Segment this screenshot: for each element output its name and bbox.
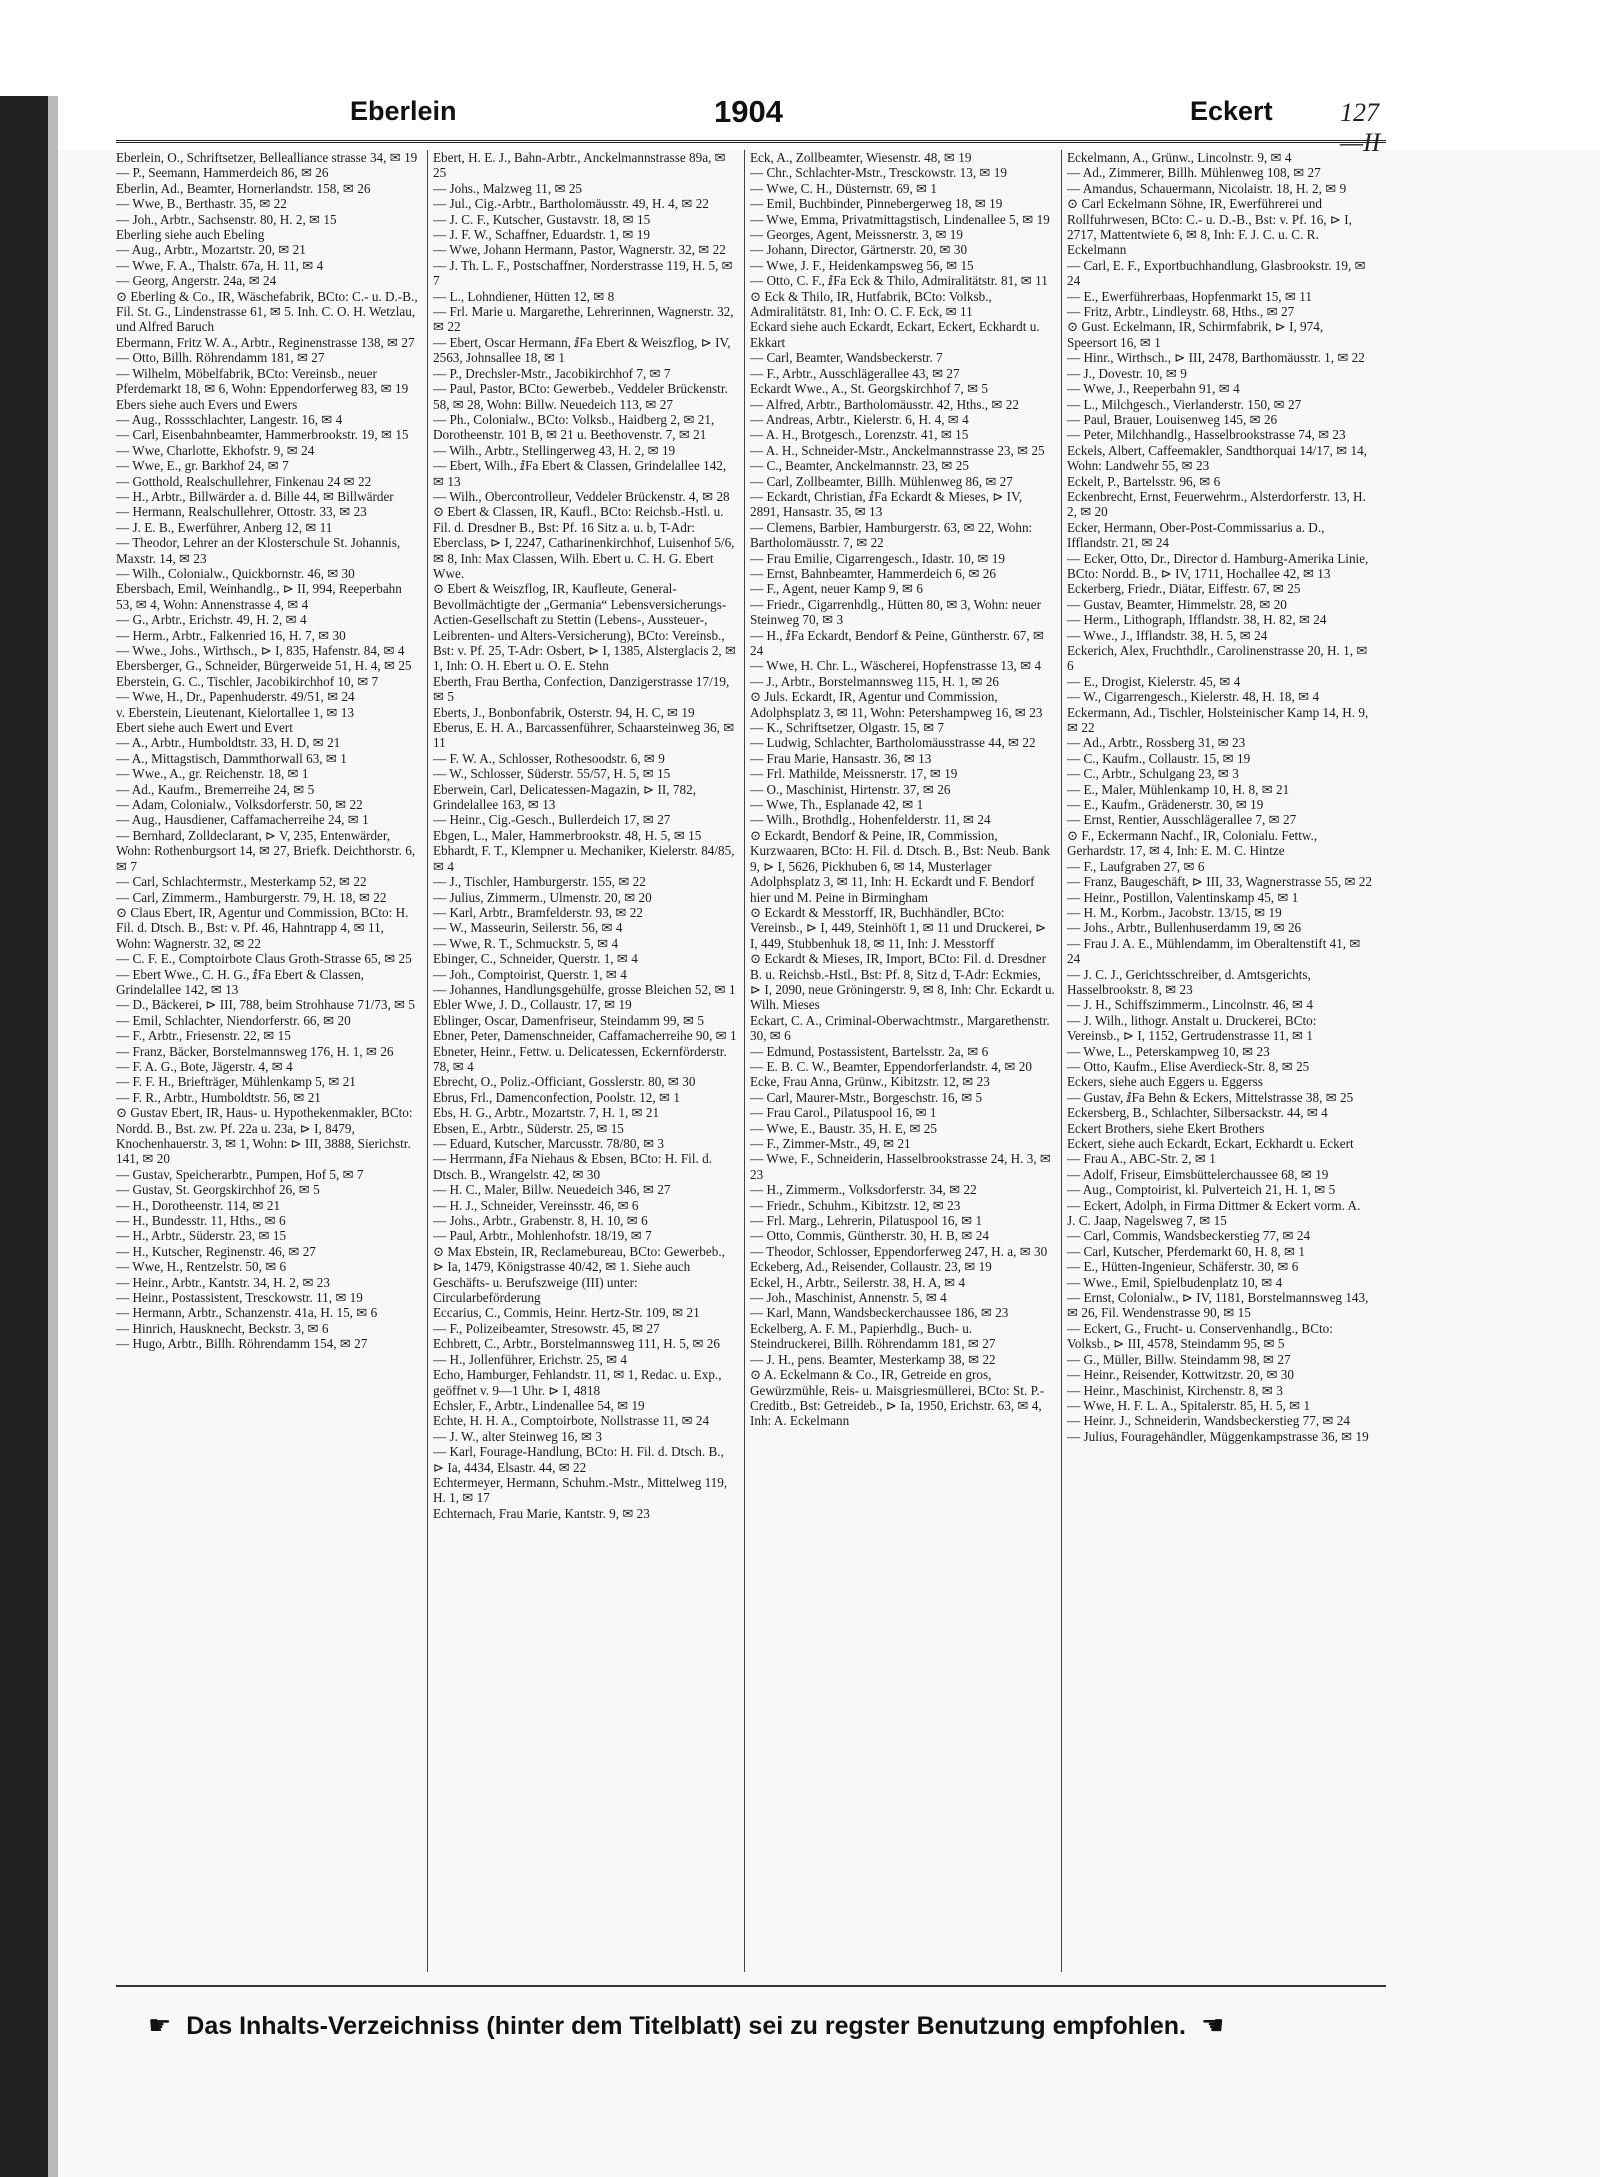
directory-entry: Ecker, Hermann, Ober-Post-Commissarius a. D., Ifflandstr. 21, ✉ 24 (1067, 519, 1325, 551)
header-left-guideword: Eberlein (350, 96, 457, 126)
directory-entry: — Aug., Rossschlachter, Langestr. 16, ✉ 4 (116, 411, 343, 427)
directory-entry: Ebgen, L., Maler, Hammerbrookstr. 48, H. 5, ✉ 15 (433, 827, 702, 843)
directory-entry: Eckelt, P., Bartelsstr. 96, ✉ 6 (1067, 473, 1221, 489)
directory-entry: — Ernst, Rentier, Ausschlägerallee 7, ✉ 27 (1067, 812, 1297, 828)
directory-entry: — Julius, Zimmerm., Ulmenstr. 20, ✉ 20 (433, 889, 652, 905)
directory-entry: — Adolf, Friseur, Eimsbüttelerchaussee 68, ✉ 19 (1067, 1166, 1329, 1182)
directory-entry: — F., Polizeibeamter, Stresowstr. 45, ✉ 27 (433, 1320, 660, 1336)
directory-entry: — Wwe, H. Chr. L., Wäscherei, Hopfenstrasse 13, ✉ 4 (750, 658, 1042, 674)
pointing-hand-icon: ☚ (1200, 2010, 1225, 2040)
directory-entry: — Clemens, Barbier, Hamburgerstr. 63, ✉ 22, Wohn: Bartholomäusstr. 7, ✉ 22 (750, 519, 1033, 551)
directory-entry: — Frl. Marg., Lehrerin, Pilatuspool 16, ✉ 1 (750, 1213, 983, 1229)
directory-entry: — Wwe, Charlotte, Ekhofstr. 9, ✉ 24 (116, 442, 315, 458)
directory-entry: — J. H., Schiffszimmerm., Lincolnstr. 46, ✉ 4 (1067, 997, 1313, 1013)
directory-entry: — Ad., Arbtr., Rossberg 31, ✉ 23 (1067, 735, 1246, 751)
directory-entry: — Otto, Billh. Röhrendamm 181, ✉ 27 (116, 350, 325, 366)
directory-entry: — Jul., Cig.-Arbtr., Bartholomäusstr. 49, H. 4, ✉ 22 (433, 196, 709, 212)
directory-entry: — Edmund, Postassistent, Bartelsstr. 2a, ✉ 6 (750, 1043, 989, 1059)
directory-entry: — Bernhard, Zolldeclarant, ⊳ V, 235, Entenwärder, Wohn: Rothenburgsort 14, ✉ 27, Briefk. Deichthorstr. 6, ✉ 7 (116, 827, 416, 874)
directory-entry: — Gotthold, Realschullehrer, Finkenau 24 ✉ 22 (116, 473, 372, 489)
directory-entry: — Emil, Schlachter, Niendorferstr. 66, ✉ 20 (116, 1012, 351, 1028)
directory-entry: — Wwe, F. A., Thalstr. 67a, H. 11, ✉ 4 (116, 257, 324, 273)
directory-entry: — F. F. H., Briefträger, Mühlenkamp 5, ✉ 21 (116, 1074, 356, 1090)
directory-entry: — Karl, Arbtr., Bramfelderstr. 93, ✉ 22 (433, 904, 643, 920)
directory-entry: Eckerich, Alex, Fruchthdlr., Carolinenstrasse 20, H. 1, ✉ 6 (1067, 643, 1368, 674)
directory-entry: — Frl. Mathilde, Meissnerstr. 17, ✉ 19 (750, 766, 958, 782)
directory-entry: ⊙ Ebert & Weiszflog, IR, Kaufleute, General-Bevollmächtigte der „Germania“ Lebensversicherungs-Actien-Gesellschaft zu Stettin (Lebens-, Aussteuer-, Leibrenten- und Alters-Versicherung), BCto: Vereinsb., Bst: v. Pf. 25, T-Adr: Osbert, ⊳ I, 1385, Alsterglacis 2, ✉ 1, Inh: O. H. Ebert u. O. E. Stehn (433, 581, 737, 674)
directory-entry: — H., Zimmerm., Volksdorferstr. 34, ✉ 22 (750, 1182, 977, 1198)
directory-entry: — Franz, Bäcker, Borstelmannsweg 176, H. 1, ✉ 26 (116, 1043, 394, 1059)
page-number: 127—II (1340, 98, 1381, 157)
directory-entry: Eberstein, G. C., Tischler, Jacobikirchhof 10, ✉ 7 (116, 673, 379, 689)
directory-entry: — Wwe, H., Rentzelstr. 50, ✉ 6 (116, 1259, 287, 1275)
directory-entry: Echtermeyer, Hermann, Schuhm.-Mstr., Mittelweg 119, H. 1, ✉ 17 (433, 1474, 728, 1506)
directory-entry: — G., Arbtr., Erichstr. 49, H. 2, ✉ 4 (116, 612, 307, 628)
directory-entry: — E., Hütten-Ingenieur, Schäferstr. 30, ✉ 6 (1067, 1259, 1299, 1275)
directory-entry: — F., Arbtr., Friesenstr. 22, ✉ 15 (116, 1028, 291, 1044)
directory-entry: — O., Maschinist, Hirtenstr. 37, ✉ 26 (750, 781, 951, 797)
directory-entry: — J. H., pens. Beamter, Mesterkamp 38, ✉ 22 (750, 1351, 996, 1367)
directory-entry: — Heinr., Postillon, Valentinskamp 45, ✉ 1 (1067, 889, 1299, 905)
directory-entry: Eccarius, C., Commis, Heinr. Hertz-Str. 109, ✉ 21 (433, 1305, 700, 1321)
directory-entry: — Gustav, St. Georgskirchhof 26, ✉ 5 (116, 1182, 320, 1198)
directory-entry: Eberlin, Ad., Beamter, Hornerlandstr. 158, ✉ 26 (116, 180, 371, 196)
footer-text: Das Inhalts-Verzeichniss (hinter dem Titelblatt) sei zu regster Benutzung empfohlen. (186, 2012, 1186, 2040)
directory-entry: — Wwe, E., Baustr. 35, H. E, ✉ 25 (750, 1120, 937, 1136)
directory-entry: — H. J., Schneider, Vereinsstr. 46, ✉ 6 (433, 1197, 639, 1213)
directory-entry: — Wilh., Colonialw., Quickbornstr. 46, ✉ 30 (116, 565, 355, 581)
directory-entry: — A. H., Brotgesch., Lorenzstr. 41, ✉ 15 (750, 427, 969, 443)
directory-entry: — Carl, E. F., Exportbuchhandlung, Glasbrookstr. 19, ✉ 24 (1067, 257, 1366, 289)
directory-entry: Eckert, siehe auch Eckardt, Eckart, Eckhardt u. Eckert (1067, 1136, 1354, 1151)
directory-entry: Eberwein, Carl, Delicatessen-Magazin, ⊳ II, 782, Grindelallee 163, ✉ 13 (433, 781, 696, 813)
directory-entry: — H., Kutscher, Reginenstr. 46, ✉ 27 (116, 1243, 316, 1259)
directory-entry: — Wilh., Arbtr., Stellingerweg 43, H. 2, ✉ 19 (433, 442, 676, 458)
directory-entry: — J. C. J., Gerichtsschreiber, d. Amtsgerichts, Hasselbrookstr. 8, ✉ 23 (1067, 966, 1311, 997)
directory-entry: — E. B. C. W., Beamter, Eppendorferlandstr. 4, ✉ 20 (750, 1058, 1032, 1074)
directory-entry: — Georges, Agent, Meissnerstr. 3, ✉ 19 (750, 227, 963, 243)
directory-entry: — Carl, Commis, Wandsbeckerstieg 77, ✉ 24 (1067, 1228, 1311, 1244)
directory-entry: — Aug., Arbtr., Mozartstr. 20, ✉ 21 (116, 242, 306, 258)
directory-entry: — Karl, Mann, Wandsbeckerchaussee 186, ✉ 23 (750, 1305, 1009, 1321)
header-year: 1904 (714, 94, 783, 129)
directory-entry: — Wwe, Emma, Privatmittagstisch, Lindenallee 5, ✉ 19 (750, 211, 1050, 227)
directory-entry: Eberling siehe auch Ebeling (116, 227, 265, 243)
column-2 (433, 150, 738, 1972)
directory-entry: Ebrecht, O., Poliz.-Officiant, Gosslerstr. 80, ✉ 30 (433, 1074, 696, 1090)
scan-dark-margin (0, 96, 48, 2177)
directory-entry: — Paul, Arbtr., Mohlenhofstr. 18/19, ✉ 7 (433, 1228, 652, 1244)
directory-entry: — Frau Emilie, Cigarrengesch., Idastr. 10, ✉ 19 (750, 550, 1005, 566)
directory-entry: Eckenbrecht, Ernst, Feuerwehrm., Alsterdorferstr. 13, H. 2, ✉ 20 (1067, 488, 1366, 520)
directory-entry: — Joh., Comptoirist, Querstr. 1, ✉ 4 (433, 966, 627, 982)
directory-entry: ⊙ A. Eckelmann & Co., IR, Getreide en gros, Gewürzmühle, Reis- u. Maisgriesmüllerei, BCto: St. P.-Creditb., Bst: Getreideb., ⊳ Ia, 1950, Erichstr. 63, ✉ 4, Inh: A. Eckelmann (750, 1367, 1045, 1429)
directory-entry: Eckardt Wwe., A., St. Georgskirchhof 7, ✉ 5 (750, 381, 989, 397)
directory-entry: — Wilhelm, Möbelfabrik, BCto: Vereinsb., neuer Pferdemarkt 18, ✉ 6, Wohn: Eppendorferweg 83, ✉ 19 (116, 365, 409, 397)
directory-entry: — Eckardt, Christian, ⅈFa Eckardt & Mieses, ⊳ IV, 2891, Hansastr. 35, ✉ 13 (750, 488, 1023, 520)
directory-entry: — Carl, Beamter, Wandsbeckerstr. 7 (750, 350, 943, 366)
directory-entry: Eckersberg, B., Schlachter, Silbersackstr. 44, ✉ 4 (1067, 1105, 1328, 1121)
directory-entry: — Carl, Zollbeamter, Billh. Mühlenweg 86, ✉ 27 (750, 473, 1013, 489)
directory-entry: — H., Dorotheenstr. 114, ✉ 21 (116, 1197, 281, 1213)
header-right-guideword: Eckert (1190, 96, 1273, 126)
directory-entry: — C., Beamter, Anckelmannstr. 23, ✉ 25 (750, 458, 969, 474)
directory-entry: — D., Bäckerei, ⊳ III, 788, beim Strohhause 71/73, ✉ 5 (116, 997, 415, 1013)
directory-entry: — Peter, Milchhandlg., Hasselbrookstrasse 74, ✉ 23 (1067, 427, 1346, 443)
directory-entry: ⊙ Gustav Ebert, IR, Haus- u. Hypothekenmakler, BCto: Nordd. B., Bst. zw. Pf. 22a u. 23a, ⊳ I, 8479, Knochenhauerstr. 3, ✉ 1, Wohn: ⊳ III, 3888, Sierichstr. 141, ✉ 20 (116, 1105, 413, 1167)
directory-entry: — Herm., Lithograph, Ifflandstr. 38, H. 82, ✉ 24 (1067, 612, 1327, 628)
directory-entry: — Karl, Fourage-Handlung, BCto: H. Fil. d. Dtsch. B., ⊳ Ia, 4434, Elsastr. 44, ✉ 22 (433, 1444, 724, 1475)
directory-entry: — Carl, Eisenbahnbeamter, Hammerbrookstr. 19, ✉ 15 (116, 427, 409, 443)
directory-entry: — Wwe, Th., Esplanade 42, ✉ 1 (750, 797, 924, 813)
directory-entry: — Wwe, H. F. L. A., Spitalerstr. 85, H. 5, ✉ 1 (1067, 1397, 1311, 1413)
directory-entry: — Adam, Colonialw., Volksdorferstr. 50, ✉ 22 (116, 797, 363, 813)
directory-entry: — C. F. E., Comptoirbote Claus Groth-Strasse 65, ✉ 25 (116, 951, 412, 967)
directory-entry: Eckel, H., Arbtr., Seilerstr. 38, H. A, ✉ 4 (750, 1274, 966, 1290)
directory-entry: — H., Jollenführer, Erichstr. 25, ✉ 4 (433, 1351, 628, 1367)
directory-entry: — Heinr., Arbtr., Kantstr. 34, H. 2, ✉ 23 (116, 1274, 330, 1290)
directory-entry: — H., Bundesstr. 11, Hths., ✉ 6 (116, 1213, 286, 1229)
directory-entry: — F., Zimmer-Mstr., 49, ✉ 21 (750, 1136, 911, 1151)
directory-entry: — Herm., Arbtr., Falkenried 16, H. 7, ✉ 30 (116, 627, 346, 643)
directory-entry: — Joh., Arbtr., Sachsenstr. 80, H. 2, ✉ 15 (116, 211, 337, 227)
directory-entry: — W., Masseurin, Seilerstr. 56, ✉ 4 (433, 920, 623, 936)
directory-entry: Ebs, H. G., Arbtr., Mozartstr. 7, H. 1, ✉ 21 (433, 1105, 660, 1121)
directory-entry: Ebers siehe auch Evers und Ewers (116, 396, 298, 412)
directory-entry: — Wilh., Brothdlg., Hohenfelderstr. 11, ✉ 24 (750, 812, 991, 828)
directory-entry: — Wwe, B., Berthastr. 35, ✉ 22 (116, 196, 287, 212)
directory-entry: — Carl, Zimmerm., Hamburgerstr. 79, H. 18, ✉ 22 (116, 889, 387, 905)
directory-entry: Ebert siehe auch Ewert und Evert (116, 720, 293, 736)
directory-entry: — Wwe, L., Peterskampweg 10, ✉ 23 (1067, 1043, 1270, 1059)
directory-entry: — Friedr., Schuhm., Kibitzstr. 12, ✉ 23 (750, 1197, 961, 1213)
directory-entry: — Wwe, J., Reeperbahn 91, ✉ 4 (1067, 381, 1240, 397)
page-header (120, 94, 1390, 157)
directory-entry: Echternach, Frau Marie, Kantstr. 9, ✉ 23 (433, 1505, 650, 1521)
directory-entry: — E., Drogist, Kielerstr. 45, ✉ 4 (1067, 673, 1241, 689)
directory-entry: — Ebert, Oscar Hermann, ⅈFa Ebert & Weiszflog, ⊳ IV, 2563, Johnsallee 18, ✉ 1 (433, 334, 731, 366)
directory-entry: — Ebert, Wilh., ⅈFa Ebert & Classen, Grindelallee 142, ✉ 13 (433, 458, 727, 489)
directory-entry: — Eduard, Kutscher, Marcusstr. 78/80, ✉ 3 (433, 1136, 665, 1151)
directory-entry: — Gustav, Speicherarbtr., Pumpen, Hof 5, ✉ 7 (116, 1166, 364, 1182)
directory-entry: Eckelberg, A. F. M., Papierhdlg., Buch- u. Steindruckerei, Billh. Röhrendamm 181, ✉ 27 (750, 1320, 996, 1352)
directory-entry: — Heinr., Cig.-Gesch., Bullerdeich 17, ✉ 27 (433, 812, 671, 828)
directory-entry: — F. A. G., Bote, Jägerstr. 4, ✉ 4 (116, 1058, 293, 1074)
directory-entry: — F., Laufgraben 27, ✉ 6 (1067, 858, 1205, 874)
directory-entry: — Ernst, Bahnbeamter, Hammerdeich 6, ✉ 26 (750, 565, 996, 581)
directory-entry: — Wwe, H., Dr., Papenhuderstr. 49/51, ✉ 24 (116, 689, 355, 705)
directory-entry: — Wwe, E., gr. Barkhof 24, ✉ 7 (116, 458, 289, 474)
directory-entry: — Joh., Maschinist, Annenstr. 5, ✉ 4 (750, 1290, 947, 1306)
directory-entry: — Frau A., ABC-Str. 2, ✉ 1 (1067, 1151, 1216, 1167)
directory-entry: — F., Agent, neuer Kamp 9, ✉ 6 (750, 581, 923, 597)
directory-entry: — Alfred, Arbtr., Bartholomäusstr. 42, Hths., ✉ 22 (750, 396, 1019, 412)
directory-entry: — Ad., Zimmerer, Billh. Mühlenweg 108, ✉ 27 (1067, 165, 1321, 181)
directory-entry: — Friedr., Cigarrenhdlg., Hütten 80, ✉ 3, Wohn: neuer Steinweg 70, ✉ 3 (750, 596, 1042, 628)
directory-entry: — Herrmann, ⅈFa Niehaus & Ebsen, BCto: H. Fil. d. Dtsch. B., Wrangelstr. 42, ✉ 30 (433, 1151, 712, 1182)
directory-entry: — Hinr., Wirthsch., ⊳ III, 2478, Barthomäusstr. 1, ✉ 22 (1067, 350, 1365, 366)
directory-entry: — Wwe, C. H., Düsternstr. 69, ✉ 1 (750, 180, 937, 196)
directory-entry: — Hinrich, Hausknecht, Beckstr. 3, ✉ 6 (116, 1320, 329, 1336)
directory-entry: — H., Arbtr., Süderstr. 23, ✉ 15 (116, 1228, 287, 1244)
directory-entry: — Ph., Colonialw., BCto: Volksb., Haidberg 2, ✉ 21, Dorotheenstr. 101 B, ✉ 21 u. Beethovenstr. 7, ✉ 21 (433, 411, 715, 443)
directory-entry: — J., Arbtr., Borstelmannsweg 115, H. 1, ✉ 26 (750, 673, 1000, 689)
directory-entry: — H., ⅈFa Eckardt, Bendorf & Peine, Güntherstr. 67, ✉ 24 (750, 627, 1045, 658)
directory-entry: — Johannes, Handlungsgehülfe, grosse Bleichen 52, ✉ 1 (433, 981, 736, 997)
directory-entry: ⊙ Eckardt & Messtorff, IR, Buchhändler, BCto: Vereinsb., ⊳ I, 449, Steinhöft 1, ✉ 11 und Druckerei, ⊳ I, 449, Stubbenhuk 18, ✉ 11, Inh: J. Messtorff (750, 904, 1047, 951)
directory-entry: Ebersberger, G., Schneider, Bürgerweide 51, H. 4, ✉ 25 (116, 658, 412, 674)
directory-entry: — J., Dovestr. 10, ✉ 9 (1067, 365, 1187, 381)
directory-entry: Ecke, Frau Anna, Grünw., Kibitzstr. 12, ✉ 23 (750, 1074, 990, 1090)
directory-entry: ⊙ Max Ebstein, IR, Reclamebureau, BCto: Gewerbeb., ⊳ Ia, 1479, Königstrasse 40/42, ✉ 1. Siehe auch Geschäfts- u. Berufszweige (III) unter: Circularbeförderung (433, 1243, 725, 1306)
directory-entry: Eberts, J., Bonbonfabrik, Osterstr. 94, H. C, ✉ 19 (433, 704, 695, 720)
directory-entry: Eckeberg, Ad., Reisender, Collaustr. 23, ✉ 19 (750, 1259, 992, 1275)
directory-entry: Ebneter, Heinr., Fettw. u. Delicatessen, Eckernförderstr. 78, ✉ 4 (433, 1043, 727, 1074)
scan-page-edge (48, 96, 58, 2177)
directory-entry: ⊙ Eck & Thilo, IR, Hutfabrik, BCto: Volksb., Admiralitätstr. 81, Inh: O. C. F. Eck, ✉ 11 (750, 288, 992, 320)
directory-entry: Eckerberg, Friedr., Diätar, Eiffestr. 67, ✉ 25 (1067, 581, 1301, 597)
directory-entry: v. Eberstein, Lieutenant, Kielortallee 1, ✉ 13 (116, 704, 354, 720)
directory-entry: — Theodor, Lehrer an der Klosterschule St. Johannis, Maxstr. 14, ✉ 23 (116, 535, 401, 566)
directory-entry: Eckelmann, A., Grünw., Lincolnstr. 9, ✉ 4 (1067, 150, 1292, 165)
column-4 (1067, 150, 1372, 1972)
directory-entry: Eckart, C. A., Criminal-Oberwachtmstr., Margarethenstr. 30, ✉ 6 (750, 1012, 1050, 1044)
directory-entry: — Wwe., J., Ifflandstr. 38, H. 5, ✉ 24 (1067, 627, 1268, 643)
directory-entry: — J. W., alter Steinweg 16, ✉ 3 (433, 1428, 602, 1444)
directory-entry: — Frau Marie, Hansastr. 36, ✉ 13 (750, 750, 932, 766)
column-3 (750, 150, 1055, 1972)
directory-entry: — Ecker, Otto, Dr., Director d. Hamburg-Amerika Linie, BCto: Nordd. B., ⊳ IV, 1711, Hochallee 42, ✉ 13 (1067, 550, 1369, 581)
directory-entry: Ebsen, E., Arbtr., Süderstr. 25, ✉ 15 (433, 1120, 624, 1136)
directory-entry: — Julius, Fouragehändler, Müggenkampstrasse 36, ✉ 19 (1067, 1428, 1369, 1444)
directory-entry: — W., Cigarrengesch., Kielerstr. 48, H. 18, ✉ 4 (1067, 689, 1320, 705)
directory-entry: — Aug., Hausdiener, Caffamacherreihe 24, ✉ 1 (116, 812, 369, 828)
directory-entry: Eckels, Albert, Caffeemakler, Sandthorquai 14/17, ✉ 14, Wohn: Landwehr 55, ✉ 23 (1067, 442, 1367, 474)
footer-notice (140, 2010, 1380, 2041)
directory-entry: Eckert Brothers, siehe Ekert Brothers (1067, 1120, 1265, 1136)
directory-entry: — Wwe, R. T., Schmuckstr. 5, ✉ 4 (433, 935, 619, 951)
directory-entry: ⊙ Eckardt, Bendorf & Peine, IR, Commission, Kurzwaaren, BCto: H. Fil. d. Dtsch. B., Bst: Neub. Bank 9, ⊳ I, 5626, Pickhuben 6, ✉ 14, Musterlager Adolphsplatz 3, ✉ 11, Inh: H. Eckardt und F. Bendorf hier und M. Peine in Birmingham (750, 827, 1050, 905)
directory-entry: — Wwe., Johs., Wirthsch., ⊳ I, 835, Hafenstr. 84, ✉ 4 (116, 643, 405, 658)
directory-entry: — Ad., Kaufm., Bremerreihe 24, ✉ 5 (116, 781, 315, 797)
directory-entry: — Hermann, Arbtr., Schanzenstr. 41a, H. 15, ✉ 6 (116, 1305, 378, 1321)
directory-entry: — Eckert, G., Frucht- u. Conservenhandlg., BCto: Volksb., ⊳ III, 4578, Steindamm 95, ✉ 5 (1067, 1320, 1333, 1352)
directory-entry: — Wwe, Johann Hermann, Pastor, Wagnerstr. 32, ✉ 22 (433, 242, 726, 258)
directory-entry: — E., Kaufm., Grädenerstr. 30, ✉ 19 (1067, 797, 1264, 813)
directory-entry: — J. Th. L. F., Postschaffner, Norderstrasse 119, H. 5, ✉ 7 (433, 257, 733, 289)
directory-entry: Echbrett, C., Arbtr., Borstelmannsweg 111, H. 5, ✉ 26 (433, 1336, 720, 1352)
directory-entry: — J. F. W., Schaffner, Eduardstr. 1, ✉ 19 (433, 227, 650, 243)
directory-entry: — K., Schriftsetzer, Olgastr. 15, ✉ 7 (750, 720, 945, 736)
directory-entry: — Aug., Comptoirist, kl. Pulverteich 21, H. 1, ✉ 5 (1067, 1182, 1336, 1198)
column-1 (116, 150, 421, 1972)
directory-entry: Echte, H. H. A., Comptoirbote, Nollstrasse 11, ✉ 24 (433, 1413, 710, 1429)
directory-entry: — Otto, C. F., ⅈFa Eck & Thilo, Admiralitätstr. 81, ✉ 11 (750, 273, 1048, 289)
directory-entry: Ebrus, Frl., Damenconfection, Poolstr. 12, ✉ 1 (433, 1089, 680, 1105)
directory-entry: — Frl. Marie u. Margarethe, Lehrerinnen, Wagnerstr. 32, ✉ 22 (433, 304, 734, 335)
directory-entry: ⊙ F., Eckermann Nachf., IR, Colonialu. Fettw., Gerhardstr. 17, ✉ 4, Inh: E. M. C. Hintze (1067, 827, 1318, 859)
directory-entry: Echo, Hamburger, Fehlandstr. 11, ✉ 1, Redac. u. Exp., geöffnet v. 9—1 Uhr. ⊳ I, 4818 (433, 1367, 722, 1398)
directory-entry: — Wwe, J. F., Heidenkampsweg 56, ✉ 15 (750, 257, 974, 273)
directory-entry: — Ernst, Colonialw., ⊳ IV, 1181, Borstelmannsweg 143, ✉ 26, Fil. Wendenstrasse 90, ✉ 15 (1067, 1290, 1369, 1321)
directory-entry: — Johann, Director, Gärtnerstr. 20, ✉ 30 (750, 242, 968, 258)
directory-entry: — Johs., Arbtr., Grabenstr. 8, H. 10, ✉ 6 (433, 1213, 648, 1229)
directory-entry: ⊙ Juls. Eckardt, IR, Agentur und Commission, Adolphsplatz 3, ✉ 11, Wohn: Petershampweg 16, ✉ 23 (750, 689, 1043, 720)
directory-entry: Ebersbach, Emil, Weinhandlg., ⊳ II, 994, Reeperbahn 53, ✉ 4, Wohn: Annenstrasse 4, ✉ 4 (116, 581, 402, 612)
directory-entry: ⊙ Eberling & Co., IR, Wäschefabrik, BCto: C.- u. D.-B., Fil. St. G., Lindenstrasse 61, ✉ 5. Inh. C. O. H. Wetzlau, und Alfred Baruch (116, 288, 418, 335)
directory-entry: — Wwe, F., Schneiderin, Hasselbrookstrasse 24, H. 3, ✉ 23 (750, 1151, 1051, 1182)
footer-rule (116, 1985, 1386, 1987)
directory-entry: Ebinger, C., Schneider, Querstr. 1, ✉ 4 (433, 951, 638, 967)
directory-entry: — Johs., Arbtr., Bullenhuserdamm 19, ✉ 26 (1067, 920, 1302, 936)
directory-entry: — J. Wilh., lithogr. Anstalt u. Druckerei, BCto: Vereinsb., ⊳ I, 1152, Gertrudenstrasse 11, ✉ 1 (1067, 1012, 1317, 1044)
directory-entry: — Ludwig, Schlachter, Bartholomäusstrasse 44, ✉ 22 (750, 735, 1036, 751)
directory-entry: — Otto, Kaufm., Elise Averdieck-Str. 8, ✉ 25 (1067, 1058, 1310, 1074)
directory-entry: — P., Seemann, Hammerdeich 86, ✉ 26 (116, 165, 329, 181)
directory-entry: — Carl, Kutscher, Pferdemarkt 60, H. 8, ✉ 1 (1067, 1243, 1305, 1259)
directory-entry: — A., Arbtr., Humboldtstr. 33, H. D, ✉ 21 (116, 735, 341, 751)
directory-entry: Eckers, siehe auch Eggers u. Eggerss (1067, 1074, 1263, 1090)
directory-entry: Eberth, Frau Bertha, Confection, Danzigerstrasse 17/19, ✉ 5 (433, 673, 730, 705)
directory-entry: — C., Arbtr., Schulgang 23, ✉ 3 (1067, 766, 1239, 782)
directory-entry: — Paul, Pastor, BCto: Gewerbeb., Veddeler Brückenstr. 58, ✉ 28, Wohn: Billw. Neuedeich 113, ✉ 27 (433, 381, 728, 412)
directory-entry: — Andreas, Arbtr., Kielerstr. 6, H. 4, ✉ 4 (750, 411, 969, 427)
directory-entry: Ebhardt, F. T., Klempner u. Mechaniker, Kielerstr. 84/85, ✉ 4 (433, 843, 735, 874)
directory-entry: — Wilh., Obercontrolleur, Veddeler Brückenstr. 4, ✉ 28 (433, 488, 730, 504)
directory-entry: — Emil, Buchbinder, Pinnebergerweg 18, ✉ 19 (750, 196, 1003, 212)
directory-entry: — Franz, Baugeschäft, ⊳ III, 33, Wagnerstrasse 55, ✉ 22 (1067, 874, 1372, 890)
directory-entry: ⊙ Carl Eckelmann Söhne, IR, Ewerführerei und Rollfuhrwesen, BCto: C.- u. D.-B., Bst: v. Pf. 16, ⊳ I, 2717, Mattentwiete 6, ✉ 8, Inh: F. J. C. u. C. R. Eckelmann (1067, 196, 1352, 258)
directory-entry: — F. R., Arbtr., Humboldtstr. 56, ✉ 21 (116, 1089, 321, 1105)
directory-entry: — Gustav, ⅈFa Behn & Eckers, Mittelstrasse 38, ✉ 25 (1067, 1089, 1354, 1105)
directory-entry: — Chr., Schlachter-Mstr., Tresckowstr. 13, ✉ 19 (750, 165, 1007, 181)
directory-entry: — Heinr., Reisender, Kottwitzstr. 20, ✉ 30 (1067, 1367, 1294, 1383)
directory-entry: — Carl, Schlachtermstr., Mesterkamp 52, ✉ 22 (116, 874, 367, 890)
directory-entry: — F. W. A., Schlosser, Rothesoodstr. 6, ✉ 9 (433, 750, 665, 766)
directory-entry: — H., Arbtr., Billwärder a. d. Bille 44, ✉ Billwärder (116, 488, 394, 504)
directory-entry: ⊙ Claus Ebert, IR, Agentur und Commission, BCto: H. Fil. d. Dtsch. B., Bst: v. Pf. 46, Hahntrapp 4, ✉ 11, Wohn: Wagnerstr. 32, ✉ 22 (116, 904, 409, 951)
directory-entry: — J., Tischler, Hamburgerstr. 155, ✉ 22 (433, 874, 646, 890)
directory-columns (116, 150, 1386, 1972)
directory-entry: — H. C., Maler, Billw. Neuedeich 346, ✉ 27 (433, 1182, 671, 1198)
directory-entry: — A. H., Schneider-Mstr., Anckelmannstrasse 23, ✉ 25 (750, 442, 1045, 458)
directory-entry: — Paul, Brauer, Louisenweg 145, ✉ 26 (1067, 411, 1278, 427)
directory-entry: — Ebert Wwe., C. H. G., ⅈFa Ebert & Classen, Grindelallee 142, ✉ 13 (116, 966, 364, 997)
directory-entry: — Hugo, Arbtr., Billh. Röhrendamm 154, ✉ 27 (116, 1336, 368, 1352)
directory-entry: — Heinr., Maschinist, Kirchenstr. 8, ✉ 3 (1067, 1382, 1283, 1398)
directory-entry: — Amandus, Schauermann, Nicolaistr. 18, H. 2, ✉ 9 (1067, 180, 1347, 196)
directory-entry: ⊙ Eckardt & Mieses, IR, Import, BCto: Fil. d. Dresdner B. u. Reichsb.-Hstl., Bst: Pf. 8, Sitz d, T-Adr: Eckmies, ⊳ I, 2090, neue Gröningerstr. 9, ✉ 8, Inh: Chr. Eckardt u. Wilh. Mieses (750, 951, 1055, 1013)
directory-entry: — Eckert, Adolph, in Firma Dittmer & Eckert vorm. A. J. C. Jaap, Nagelsweg 7, ✉ 15 (1067, 1197, 1361, 1229)
directory-entry: — Frau J. A. E., Mühlendamm, im Oberaltenstift 41, ✉ 24 (1067, 935, 1361, 967)
directory-entry: Eckermann, Ad., Tischler, Holsteinischer Kamp 14, H. 9, ✉ 22 (1067, 704, 1369, 736)
directory-entry: — Theodor, Schlosser, Eppendorferweg 247, H. a, ✉ 30 (750, 1243, 1048, 1259)
directory-entry: — G., Müller, Billw. Steindamm 98, ✉ 27 (1067, 1351, 1291, 1367)
directory-entry: — J. E. B., Ewerführer, Anberg 12, ✉ 11 (116, 519, 333, 535)
directory-entry: — Hermann, Realschullehrer, Ottostr. 33, ✉ 23 (116, 504, 367, 520)
directory-entry: — Carl, Maurer-Mstr., Borgeschstr. 16, ✉ 5 (750, 1089, 983, 1105)
directory-entry: — Fritz, Arbtr., Lindleystr. 68, Hths., ✉ 27 (1067, 304, 1295, 320)
directory-entry: — W., Schlosser, Süderstr. 55/57, H. 5, ✉ 15 (433, 766, 671, 782)
directory-entry: Ebermann, Fritz W. A., Arbtr., Reginenstrasse 138, ✉ 27 (116, 334, 415, 350)
directory-entry: — E., Maler, Mühlenkamp 10, H. 8, ✉ 21 (1067, 781, 1290, 797)
directory-entry: — J. C. F., Kutscher, Gustavstr. 18, ✉ 15 (433, 211, 651, 227)
directory-entry: — Georg, Angerstr. 24a, ✉ 24 (116, 273, 277, 289)
directory-entry: Ebert, H. E. J., Bahn-Arbtr., Anckelmannstrasse 89a, ✉ 25 (433, 150, 726, 181)
header-rule (116, 140, 1386, 143)
directory-entry: Ebler Wwe, J. D., Collaustr. 17, ✉ 19 (433, 997, 632, 1013)
directory-entry: — P., Drechsler-Mstr., Jacobikirchhof 7, ✉ 7 (433, 365, 671, 381)
pointing-hand-icon: ☛ (148, 2010, 172, 2040)
directory-entry: ⊙ Gust. Eckelmann, IR, Schirmfabrik, ⊳ I, 974, Speersort 16, ✉ 1 (1067, 319, 1324, 350)
directory-entry: — Gustav, Beamter, Himmelstr. 28, ✉ 20 (1067, 596, 1287, 612)
directory-entry: — Johs., Malzweg 11, ✉ 25 (433, 180, 583, 196)
directory-entry: Eberus, E. H. A., Barcassenführer, Schaarsteinweg 36, ✉ 11 (433, 720, 735, 751)
directory-entry: Eblinger, Oscar, Damenfriseur, Steindamm 99, ✉ 5 (433, 1012, 704, 1028)
directory-entry: Eckard siehe auch Eckardt, Eckart, Eckert, Eckhardt u. Ekkart (750, 319, 1040, 350)
directory-entry: Ebner, Peter, Damenschneider, Caffamacherreihe 90, ✉ 1 (433, 1028, 737, 1044)
directory-entry: Eberlein, O., Schriftsetzer, Bellealliance strasse 34, ✉ 19 (116, 150, 418, 165)
directory-entry: — A., Mittagstisch, Dammthorwall 63, ✉ 1 (116, 750, 347, 766)
directory-entry: — Heinr., Postassistent, Tresckowstr. 11, ✉ 19 (116, 1290, 363, 1306)
directory-entry: — Wwe., A., gr. Reichenstr. 18, ✉ 1 (116, 766, 309, 782)
directory-entry: — E., Ewerführerbaas, Hopfenmarkt 15, ✉ 11 (1067, 288, 1312, 304)
directory-entry: — Frau Carol., Pilatuspool 16, ✉ 1 (750, 1105, 937, 1121)
directory-entry: — Heinr. J., Schneiderin, Wandsbeckerstieg 77, ✉ 24 (1067, 1413, 1350, 1429)
directory-entry: — Otto, Commis, Güntherstr. 30, H. B, ✉ 24 (750, 1228, 989, 1244)
directory-entry: — H. M., Korbm., Jacobstr. 13/15, ✉ 19 (1067, 904, 1282, 920)
directory-entry: Echsler, F., Arbtr., Lindenallee 54, ✉ 19 (433, 1397, 645, 1413)
directory-entry: ⊙ Ebert & Classen, IR, Kaufl., BCto: Reichsb.-Hstl. u. Fil. d. Dresdner B., Bst: Pf. 16 Sitz a. u. b, T-Adr: Eberclass, ⊳ I, 2247, Catharinenkirchhof, Luisenhof 5/6, ✉ 8, Inh: Max Classen, Wilh. Ebert u. C. H. G. Ebert Wwe. (433, 504, 735, 581)
directory-entry: — Wwe., Emil, Spielbudenplatz 10, ✉ 4 (1067, 1274, 1283, 1290)
directory-entry: — F., Arbtr., Ausschlägerallee 43, ✉ 27 (750, 365, 960, 381)
directory-entry: — L., Lohndiener, Hütten 12, ✉ 8 (433, 288, 615, 304)
directory-entry: — C., Kaufm., Collaustr. 15, ✉ 19 (1067, 750, 1251, 766)
directory-entry: Eck, A., Zollbeamter, Wiesenstr. 48, ✉ 19 (750, 150, 972, 165)
directory-entry: — L., Milchgesch., Vierlanderstr. 150, ✉ 27 (1067, 396, 1302, 412)
